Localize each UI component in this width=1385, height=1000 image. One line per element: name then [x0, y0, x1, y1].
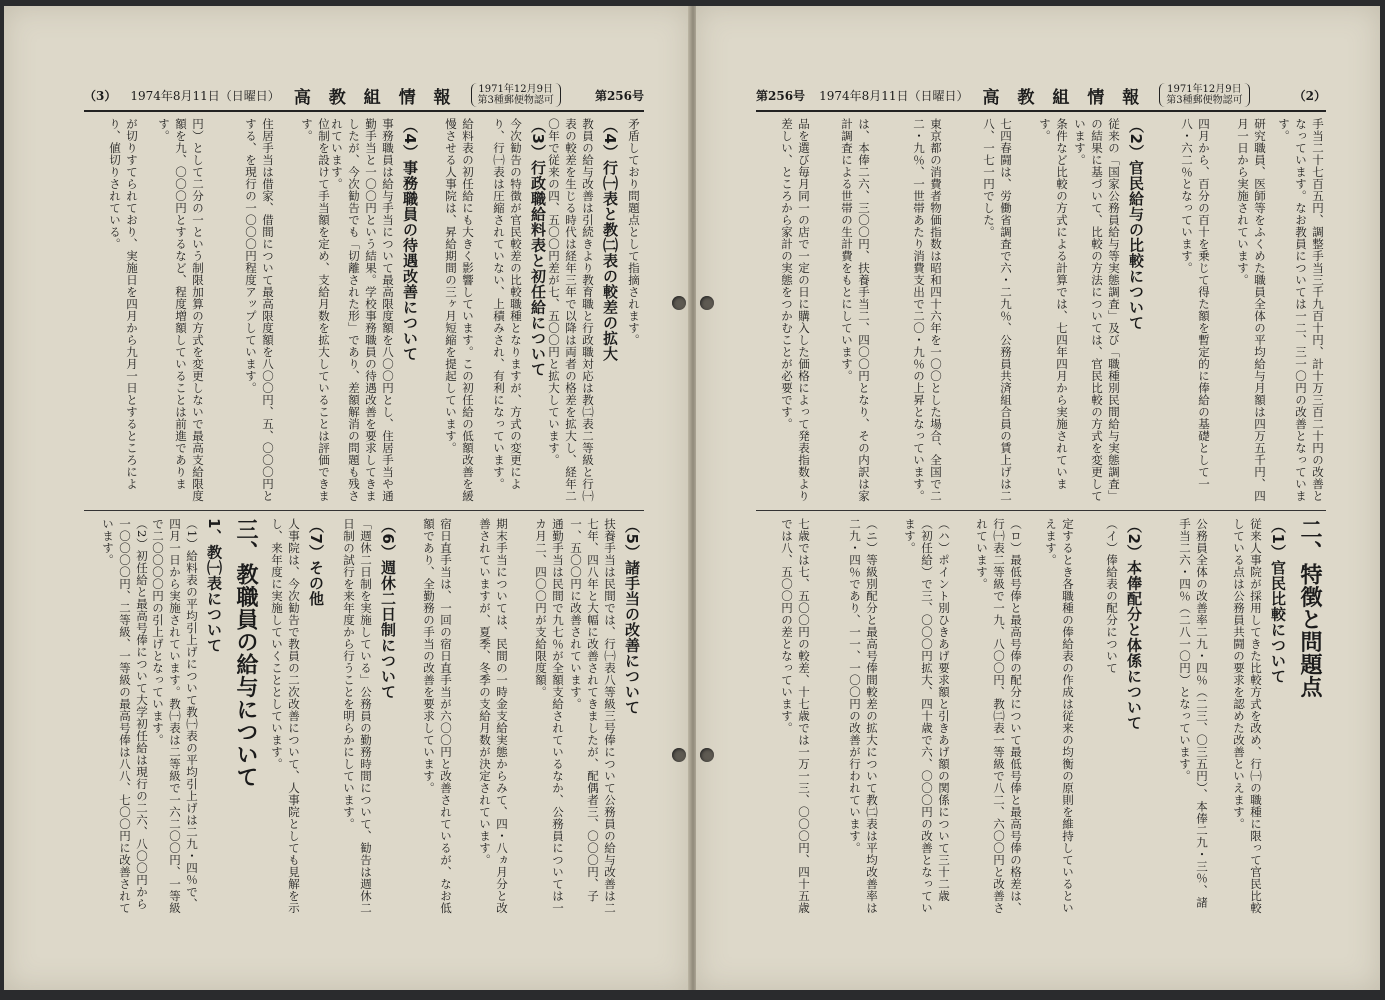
text-column: 住居手当は借家、借間について最高限度額を八〇〇円、五、〇〇〇円とする、を現行の一〇〇〇円程度アップしています。	[244, 118, 275, 502]
issue-date: 1974年8月11日（日曜日）	[819, 88, 969, 103]
text-column: （2）初任給と最高号俸について大学初任給は現行の二六、八〇〇円から一〇〇〇〇円、二等級、一等級の最高号俸は八八、七〇〇円に改善されています。	[101, 518, 149, 914]
text-column: （ハ）ポイント別ひきあげ要求額と引きあげ額の関係について三十二歳（初任給）で三、〇〇〇円拡大、四十歳で六、〇〇〇円の改善となっています。	[903, 518, 951, 914]
text-column: 矛盾しており問題点として指摘されます。	[627, 118, 641, 346]
masthead-title: 高 教 組 情 報	[982, 87, 1146, 108]
text-column: 定するとき各職種の俸給表の作成は従来の均衡の原則を維持しているといえます。	[1044, 518, 1075, 914]
text-column: 研究職員、医師等をふくめた職員全体の平均給与月額は四万五千円、四月一日から実施されています。	[1236, 118, 1267, 502]
right-page	[696, 6, 1380, 990]
text-column: （3）行政職給料表と初任給について 今次勧告の特徴が官民較差の比較職種となりますが、方式の変更により、行㈠表は圧縮されていない、上積みされ、有利になっています。	[492, 118, 547, 490]
text-column: （4）行㈠表と教㈡表の較差の拡大 教員の給与改善は引続きより教育職と行政職対応は教㈡表二等級と行㈠表の較差を生じる時代は経年三年で以降は両者の格差を拡大し、経年二〇年で従来の四、五〇〇円差が七、五〇〇円と拡大しています。	[547, 118, 619, 502]
text-column: 位制を設けて手当額を定め、支給月数を拡大していることは評価できます。	[300, 118, 331, 502]
text-column: は、本俸二六、三〇〇円、扶養手当二、四〇〇円となり、その内訳は家計調査による世帯の生計費をもとにしています。	[840, 118, 871, 502]
page-number: （3）	[84, 88, 117, 103]
text-column: 期末手当については、民間の一時金支給実態からみて、四・八ヵ月分と改善されていますが、夏季、冬季の支給月数が決定されています。	[478, 518, 509, 914]
issue-date: 1974年8月11日（日曜日）	[130, 88, 280, 103]
right-page-header	[756, 82, 1326, 108]
text-column: （7）その他 人事院は、今次勧告で教員の二次改善について、人事院としても見解を示し、来年度に実施していくこととしています。	[270, 518, 325, 914]
text-column: （6）週休二日制について 「週休二日制を実施している」公務員の勤務時間について、勧告は週休二日制の試行を来年度から行うことを明らかにしています。	[342, 518, 397, 914]
text-column: （1）官民比較について 従来人事院が採用してきた比較方式を改め、行㈠の職種に限って官民比較している点は公務員共闘の要求を認めた改善といえます。	[1232, 518, 1287, 914]
header-rule	[756, 110, 1326, 112]
text-column: 宿日直手当は、一回の宿日直手当が六〇〇円と改善されているが、なお低額であり、全勤務の手当の改善を要求しています。	[422, 518, 453, 914]
left-page	[4, 6, 690, 990]
text-column: （ロ）最低号俸と最高号俸の配分について最低号俸と最高号俸の格差は、行㈠表二等級で一九、八〇〇円、教㈡表一等級で八二、六〇〇円と改善されています。	[975, 518, 1023, 914]
permit-date: 1971年12月9日	[1167, 84, 1242, 95]
text-column: （5）諸手当の改善について 扶養手当は民間では、行㈠表八等級三号俸について公務員の給与改善は二七年、四八年と大幅に改善されてきましたが、配偶者三、〇〇〇円、子一、五〇〇円に改善されています。	[569, 518, 641, 914]
text-column: 手当二十七百五円、調整手当三千九百十円、計十万三百二十円の改善となっています。なお教員については一二、三一〇円の改善となっています。	[1277, 118, 1325, 502]
text-column: 七歳では七、五〇〇円の較差、十七歳では一万一三、〇〇〇円、四十五歳では八、五〇〇円の差となっています。	[780, 518, 811, 914]
left-page-header	[84, 82, 644, 108]
text-column: （4）事務職員の待遇改善について 事務職員は給与手当について最高限度額を八〇〇円とし、住居手当や通勤手当と一〇〇円という結果。学校事務職員の待遇改善を要求してきましたが、今次勧告でも「切離された形」であり、差額解消の問題も残されています。	[330, 118, 419, 502]
section-heading: 二、特徴と問題点	[1297, 518, 1322, 698]
section-heading: 三、教職員の給与について	[233, 518, 258, 788]
issue-number: 第256号	[756, 88, 806, 103]
text-column: 円）として二分の一という制限加算の方式を変更しないで最高支給限度額を九、〇〇〇円とするなど、程度増額していることは前進であります。	[157, 118, 205, 502]
section-divider	[84, 510, 644, 511]
text-column: （2）官民給与の比較について 従来の「国家公務員給与等実態調査」及び「職種別民間給与実態調査」の結果に基づいて、比較の方法については、官民比較の方式を変更しています。	[1073, 118, 1145, 502]
postal-permit	[471, 83, 561, 107]
postal-permit	[1159, 83, 1249, 107]
text-column: （ニ）等級別配分と最高号俸間較差の拡大について教㈡表は平均改善率は二九・四％であり、一一、一〇〇円の改善が行われています。	[848, 518, 879, 914]
binding-hole	[700, 748, 714, 762]
text-column: 東京都の消費者物価指数は昭和四十六年を一〇〇とした場合、全国で二二・九％、一世帯あたり消費支出で二〇・九％の上昇となっています。	[912, 118, 943, 502]
text-column: （2）本俸配分と体係について （イ）俸給表の配分について	[1105, 518, 1143, 731]
section-divider	[756, 510, 1326, 511]
binding-hole	[672, 296, 686, 310]
text-column: 七四春闘は、労働省調査で六・二九％、公務員共済組合員の賃上げは二八、一七一円でした。	[982, 118, 1013, 502]
text-column: 通勤手当は民間で九七％が全額支給されているなか、公務員については一カ月二、四〇〇円が支給限度額。	[534, 518, 565, 914]
text-column: が切りすてられており、実施日を四月から九月一日とするところにより、値切りされている。	[108, 118, 139, 490]
page-number: （2）	[1293, 88, 1326, 103]
binding-hole	[700, 296, 714, 310]
masthead-title: 高 教 組 情 報	[293, 87, 457, 108]
text-column: 三、教職員の給与について 1、教㈠表について （1）給料表の平均引上げについて教㈠表の平均引上げは二九・四％で、四月一日から実施されています。教㈠表は二等級で一六二〇〇円、一等級で二〇〇〇〇円の引上げとなっています。	[151, 518, 258, 914]
header-rule	[84, 110, 644, 112]
binding-hole	[672, 748, 686, 762]
issue-number: 第256号	[594, 88, 644, 103]
permit-date: 1971年12月9日	[478, 84, 553, 95]
text-column: 給料表の初任給にも大きく影響しています。この初任給の低額改善を緩慢させる人事院は、昇給期間の三ヶ月短縮を提起しています。	[444, 118, 475, 502]
text-column: 品を選び毎月同一の店で一定の日に購入した価格によって発表指数より差しい、ところから家計の実態をつかむことが必要です。	[780, 118, 811, 502]
text-column: 条件など比較の方式による計算では、七四年四月から実施されています。	[1038, 118, 1069, 490]
text-column	[1292, 518, 1326, 916]
permit-class: 第3種郵便物認可	[1166, 95, 1243, 106]
text-column: 公務員全体の改善率二九・四％（二三、〇三五円）、本俸二九・三％、諸手当二六・四％（二八一〇円）となっています。	[1178, 518, 1209, 909]
permit-class: 第3種郵便物認可	[477, 95, 554, 106]
text-column: 四月から、百分の百十を乗じて得た額を暫定的に俸給の基礎として一八・六二％となっています。	[1180, 118, 1211, 490]
